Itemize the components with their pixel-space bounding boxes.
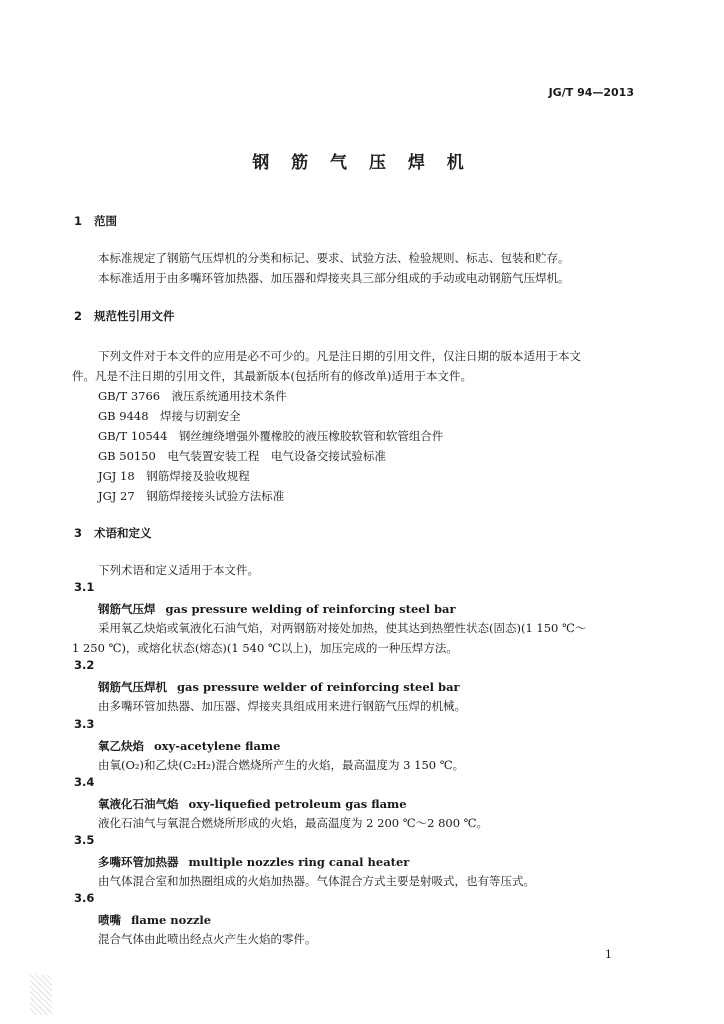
section-title: 规范性引用文件	[94, 309, 175, 323]
reference-item: GB 9448 焊接与切割安全	[98, 409, 241, 423]
reference-item: JGJ 18 钢筋焊接及验收规程	[98, 469, 250, 483]
document-title: 钢 筋 气 压 焊 机	[252, 153, 472, 173]
term-definition-line-1: 采用氧乙炔焰或氧液化石油气焰，对两钢筋对接处加热，使其达到热塑性状态(固态)(1 150 ℃～	[98, 621, 587, 635]
reference-item: GB 50150 电气装置安装工程 电气设备交接试验标准	[98, 449, 386, 463]
term-en: multiple nozzles ring canal heater	[188, 855, 410, 869]
term-heading	[98, 601, 456, 617]
term-en: gas pressure welding of reinforcing steel bar	[165, 602, 456, 616]
term-definition: 由多嘴环管加热器、加压器、焊接夹具组成用来进行钢筋气压焊的机械。	[98, 699, 466, 713]
section-2-heading	[74, 308, 175, 324]
section-1-heading	[74, 213, 117, 229]
page-number: 1	[605, 948, 612, 961]
reference-item: GB/T 3766 液压系统通用技术条件	[98, 389, 287, 403]
term-heading	[98, 796, 407, 812]
section-3-heading	[74, 525, 152, 541]
term-definition-line-2: 1 250 ℃)，或熔化状态(熔态)(1 540 ℃以上)，加压完成的一种压焊方法。	[72, 641, 458, 655]
standard-code: JG/T 94—2013	[548, 86, 634, 99]
term-en: flame nozzle	[131, 913, 212, 927]
term-number: 3.1	[74, 580, 95, 594]
term-zh: 氧液化石油气焰	[98, 797, 179, 811]
term-definition: 液化石油气与氧混合燃烧所形成的火焰，最高温度为 2 200 ℃～2 800 ℃。	[98, 816, 489, 830]
term-number: 3.3	[74, 717, 95, 731]
term-number: 3.2	[74, 658, 95, 672]
term-zh: 氧乙炔焰	[98, 739, 144, 753]
section-number: 3	[74, 526, 83, 540]
term-definition: 由气体混合室和加热圈组成的火焰加热器。气体混合方式主要是射吸式，也有等压式。	[98, 874, 535, 888]
term-definition: 混合气体由此喷出经点火产生火焰的零件。	[98, 932, 317, 946]
section-1-paragraph-2: 本标准适用于由多嘴环管加热器、加压器和焊接夹具三部分组成的手动或电动钢筋气压焊机。	[98, 271, 570, 285]
term-zh: 多嘴环管加热器	[98, 855, 179, 869]
term-en: oxy-acetylene flame	[154, 739, 281, 753]
reference-item: JGJ 27 钢筋焊接接头试验方法标准	[98, 489, 285, 503]
term-en: gas pressure welder of reinforcing steel bar	[177, 680, 460, 694]
section-2-paragraph-line-1: 下列文件对于本文件的应用是必不可少的。凡是注日期的引用文件，仅注日期的版本适用于本文	[98, 349, 581, 363]
section-1-paragraph-1: 本标准规定了钢筋气压焊机的分类和标记、要求、试验方法、检验规则、标志、包装和贮存。	[98, 251, 570, 265]
term-definition: 由氧(O₂)和乙炔(C₂H₂)混合燃烧所产生的火焰，最高温度为 3 150 ℃。	[98, 758, 465, 772]
section-number: 1	[74, 214, 83, 228]
section-2-paragraph-line-2: 件。凡是不注日期的引用文件，其最新版本(包括所有的修改单)适用于本文件。	[72, 369, 472, 383]
term-number: 3.5	[74, 833, 95, 847]
term-heading	[98, 679, 460, 695]
term-heading	[98, 854, 409, 870]
term-zh: 钢筋气压焊	[98, 602, 156, 616]
term-zh: 钢筋气压焊机	[98, 680, 167, 694]
term-en: oxy-liquefied petroleum gas flame	[188, 797, 407, 811]
section-3-intro: 下列术语和定义适用于本文件。	[98, 563, 259, 577]
section-title: 范围	[94, 214, 117, 228]
section-title: 术语和定义	[94, 526, 152, 540]
term-zh: 喷嘴	[98, 913, 121, 927]
term-heading	[98, 738, 280, 754]
term-number: 3.6	[74, 891, 95, 905]
section-number: 2	[74, 309, 83, 323]
reference-item: GB/T 10544 钢丝缠绕增强外覆橡胶的液压橡胶软管和软管组合件	[98, 429, 444, 443]
term-heading	[98, 912, 211, 928]
term-number: 3.4	[74, 775, 95, 789]
scan-smudge	[30, 975, 52, 1015]
